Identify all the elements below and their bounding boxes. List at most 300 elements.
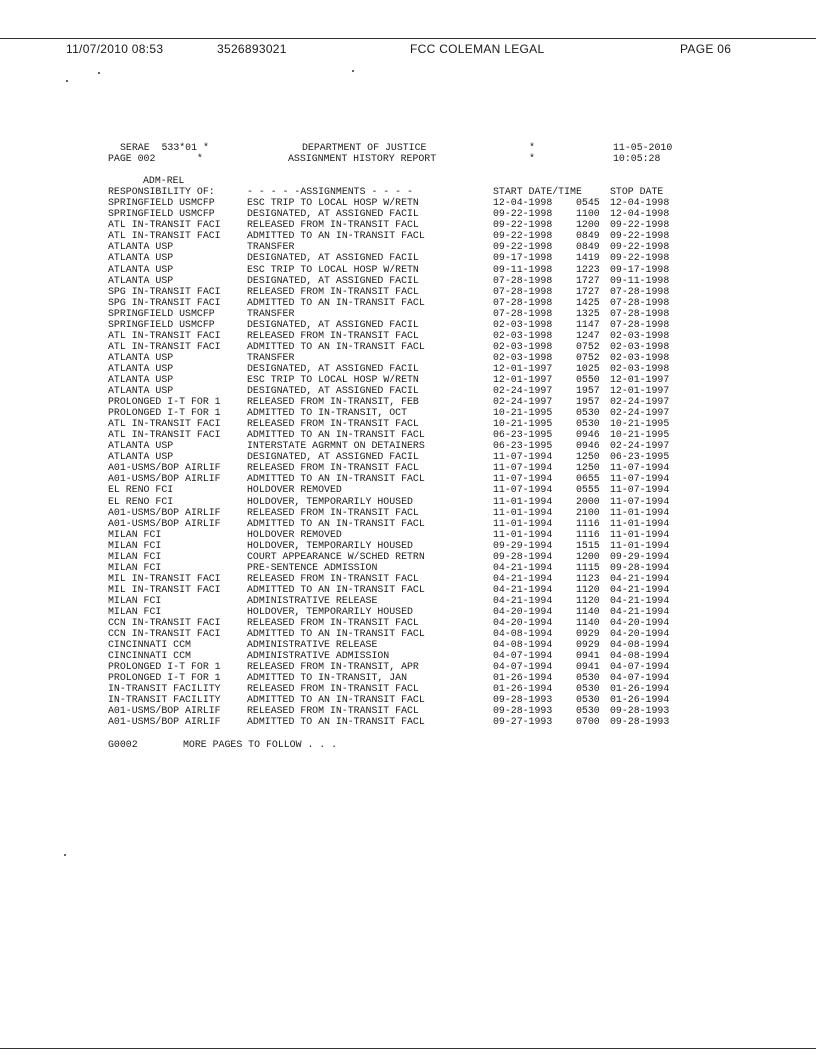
cell-start-time: 0550: [576, 373, 600, 385]
bottom-border-line: [0, 1048, 816, 1049]
cell-stop-date: 09-28-1993: [610, 705, 670, 717]
cell-responsibility: MIL IN-TRANSIT FACI: [108, 572, 221, 584]
table-row: [108, 330, 708, 341]
cell-start-date: 11-07-1994: [493, 451, 553, 463]
cell-responsibility: SPRINGFIELD USMCFP: [108, 318, 215, 330]
assignment-rows: [108, 197, 708, 727]
cell-responsibility: ATL IN-TRANSIT FACI: [108, 429, 221, 441]
cell-assignment: ADMINISTRATIVE ADMISSION: [247, 650, 390, 662]
cell-stop-date: 11-01-1994: [610, 517, 670, 529]
cell-assignment: ESC TRIP TO LOCAL HOSP W/RETN: [247, 373, 419, 385]
cell-stop-date: 04-21-1994: [610, 605, 670, 617]
cell-start-time: 0941: [576, 661, 600, 673]
cell-start-time: 1140: [576, 617, 600, 629]
cell-start-date: 09-27-1993: [493, 716, 553, 728]
cell-responsibility: SPRINGFIELD USMCFP: [108, 208, 215, 220]
table-row: [108, 661, 708, 672]
cell-stop-date: 09-22-1998: [610, 241, 670, 253]
cell-start-date: 07-28-1998: [493, 285, 553, 297]
cell-stop-date: 10-21-1995: [610, 429, 670, 441]
cell-start-time: 1025: [576, 362, 600, 374]
cell-start-time: 1325: [576, 307, 600, 319]
cell-stop-date: 02-03-1998: [610, 362, 670, 374]
table-row: [108, 264, 708, 275]
cell-stop-date: 07-28-1998: [610, 318, 670, 330]
cell-responsibility: SPRINGFIELD USMCFP: [108, 197, 215, 209]
table-row: [108, 208, 708, 219]
col-header-stop: STOP DATE: [610, 186, 664, 198]
table-row: [108, 705, 708, 716]
cell-start-time: 1419: [576, 252, 600, 264]
cell-stop-date: 11-07-1994: [610, 484, 670, 496]
table-row: [108, 341, 708, 352]
cell-start-time: 1247: [576, 329, 600, 341]
cell-start-date: 09-22-1998: [493, 208, 553, 220]
table-row: [108, 518, 708, 529]
cell-start-time: 0530: [576, 418, 600, 430]
cell-start-date: 11-01-1994: [493, 517, 553, 529]
cell-assignment: DESIGNATED, AT ASSIGNED FACIL: [247, 318, 419, 330]
cell-stop-date: 01-26-1994: [610, 694, 670, 706]
cell-stop-date: 12-04-1998: [610, 197, 670, 209]
cell-stop-date: 12-01-1997: [610, 385, 670, 397]
cell-assignment: DESIGNATED, AT ASSIGNED FACIL: [247, 362, 419, 374]
cell-responsibility: SPG IN-TRANSIT FACI: [108, 296, 221, 308]
report-footer: [108, 739, 708, 750]
cell-stop-date: 11-01-1994: [610, 506, 670, 518]
cell-stop-date: 09-17-1998: [610, 263, 670, 275]
cell-start-date: 07-28-1998: [493, 296, 553, 308]
cell-stop-date: 11-07-1994: [610, 462, 670, 474]
table-row: [108, 407, 708, 418]
cell-start-time: 1515: [576, 539, 600, 551]
cell-start-time: 0530: [576, 705, 600, 717]
cell-responsibility: MILAN FCI: [108, 561, 162, 573]
cell-responsibility: CINCINNATI CCM: [108, 650, 191, 662]
cell-start-date: 09-28-1994: [493, 550, 553, 562]
cell-responsibility: ATLANTA USP: [108, 373, 174, 385]
cell-assignment: DESIGNATED, AT ASSIGNED FACIL: [247, 252, 419, 264]
cell-responsibility: ATLANTA USP: [108, 274, 174, 286]
cell-assignment: ADMITTED TO IN-TRANSIT, OCT: [247, 407, 408, 419]
cell-start-time: 1120: [576, 583, 600, 595]
col-header-start: START DATE/TIME: [493, 186, 582, 198]
cell-responsibility: CINCINNATI CCM: [108, 639, 191, 651]
cell-assignment: ADMINISTRATIVE RELEASE: [247, 594, 378, 606]
table-row: [108, 440, 708, 451]
assignment-history-report: [108, 142, 708, 750]
cell-responsibility: ATLANTA USP: [108, 252, 174, 264]
cell-responsibility: ATLANTA USP: [108, 263, 174, 275]
cell-assignment: ADMITTED TO AN IN-TRANSIT FACL: [247, 340, 425, 352]
cell-assignment: DESIGNATED, AT ASSIGNED FACIL: [247, 274, 419, 286]
cell-assignment: RELEASED FROM IN-TRANSIT FACL: [247, 462, 419, 474]
cell-responsibility: ATLANTA USP: [108, 440, 174, 452]
cell-stop-date: 09-28-1994: [610, 561, 670, 573]
cell-start-date: 12-04-1998: [493, 197, 553, 209]
table-row: [108, 595, 708, 606]
cell-start-date: 06-23-1995: [493, 429, 553, 441]
cell-start-date: 11-07-1994: [493, 484, 553, 496]
cell-assignment: ESC TRIP TO LOCAL HOSP W/RETN: [247, 263, 419, 275]
cell-start-date: 09-28-1993: [493, 705, 553, 717]
cell-start-date: 09-22-1998: [493, 230, 553, 242]
cell-start-time: 0946: [576, 440, 600, 452]
table-row: [108, 650, 708, 661]
cell-start-date: 09-22-1998: [493, 219, 553, 231]
cell-start-date: 02-03-1998: [493, 351, 553, 363]
column-headers: [108, 186, 708, 197]
cell-assignment: TRANSFER: [247, 351, 295, 363]
cell-stop-date: 09-11-1998: [610, 274, 670, 286]
cell-start-time: 1120: [576, 594, 600, 606]
cell-start-time: 1223: [576, 263, 600, 275]
cell-start-time: 2100: [576, 506, 600, 518]
cell-stop-date: 12-04-1998: [610, 208, 670, 220]
table-row: [108, 462, 708, 473]
table-row: [108, 252, 708, 263]
cell-assignment: DESIGNATED, AT ASSIGNED FACIL: [247, 208, 419, 220]
cell-responsibility: ATL IN-TRANSIT FACI: [108, 329, 221, 341]
cell-responsibility: A01-USMS/BOP AIRLIF: [108, 517, 221, 529]
table-row: [108, 551, 708, 562]
cell-assignment: HOLDOVER, TEMPORARILY HOUSED: [247, 495, 413, 507]
cell-assignment: ADMITTED TO AN IN-TRANSIT FACL: [247, 583, 425, 595]
cell-start-date: 07-28-1998: [493, 274, 553, 286]
report-header-line-2: [108, 153, 708, 164]
cell-start-date: 04-21-1994: [493, 572, 553, 584]
cell-stop-date: 09-22-1998: [610, 252, 670, 264]
table-row: [108, 540, 708, 551]
cell-assignment: HOLDOVER REMOVED: [247, 528, 342, 540]
cell-assignment: RELEASED FROM IN-TRANSIT, FEB: [247, 396, 419, 408]
cell-start-date: 07-28-1998: [493, 307, 553, 319]
speck-mark: [64, 854, 66, 856]
table-row: [108, 617, 708, 628]
cell-start-date: 11-01-1994: [493, 506, 553, 518]
cell-start-time: 1200: [576, 219, 600, 231]
report-page: PAGE 002 *: [108, 153, 203, 165]
cell-assignment: RELEASED FROM IN-TRANSIT FACL: [247, 572, 419, 584]
table-row: [108, 573, 708, 584]
cell-responsibility: MILAN FCI: [108, 528, 162, 540]
cell-assignment: ADMITTED TO AN IN-TRANSIT FACL: [247, 716, 425, 728]
cell-start-date: 04-08-1994: [493, 628, 553, 640]
cell-assignment: ADMITTED TO AN IN-TRANSIT FACL: [247, 473, 425, 485]
cell-start-time: 0530: [576, 407, 600, 419]
cell-stop-date: 02-03-1998: [610, 329, 670, 341]
cell-responsibility: EL RENO FCI: [108, 484, 174, 496]
table-row: [108, 507, 708, 518]
cell-start-date: 09-29-1994: [493, 539, 553, 551]
cell-assignment: PRE-SENTENCE ADMISSION: [247, 561, 378, 573]
fax-page-number: PAGE 06: [680, 42, 732, 56]
cell-start-time: 0929: [576, 628, 600, 640]
fax-sender: FCC COLEMAN LEGAL: [410, 42, 545, 56]
cell-assignment: ADMITTED TO AN IN-TRANSIT FACL: [247, 628, 425, 640]
cell-responsibility: IN-TRANSIT FACILITY: [108, 694, 221, 706]
cell-start-time: 0929: [576, 639, 600, 651]
table-row: [108, 352, 708, 363]
cell-assignment: HOLDOVER, TEMPORARILY HOUSED: [247, 539, 413, 551]
cell-start-time: 1147: [576, 318, 600, 330]
cell-start-date: 11-01-1994: [493, 528, 553, 540]
cell-assignment: DESIGNATED, AT ASSIGNED FACIL: [247, 451, 419, 463]
speck-mark: [98, 72, 100, 74]
cell-stop-date: 04-21-1994: [610, 594, 670, 606]
cell-responsibility: ATLANTA USP: [108, 385, 174, 397]
table-row: [108, 219, 708, 230]
cell-responsibility: ATLANTA USP: [108, 351, 174, 363]
cell-start-date: 12-01-1997: [493, 373, 553, 385]
cell-stop-date: 04-20-1994: [610, 628, 670, 640]
cell-assignment: HOLDOVER REMOVED: [247, 484, 342, 496]
table-row: [108, 496, 708, 507]
footer-code: G0002: [108, 738, 138, 750]
cell-responsibility: A01-USMS/BOP AIRLIF: [108, 705, 221, 717]
cell-responsibility: ATL IN-TRANSIT FACI: [108, 340, 221, 352]
cell-responsibility: PROLONGED I-T FOR 1: [108, 396, 221, 408]
cell-responsibility: ATLANTA USP: [108, 451, 174, 463]
cell-responsibility: MIL IN-TRANSIT FACI: [108, 583, 221, 595]
cell-start-time: 1957: [576, 396, 600, 408]
cell-start-time: 1123: [576, 572, 600, 584]
cell-stop-date: 11-07-1994: [610, 473, 670, 485]
speck-mark: [352, 70, 354, 72]
cell-stop-date: 11-07-1994: [610, 495, 670, 507]
cell-start-date: 09-28-1993: [493, 694, 553, 706]
cell-assignment: RELEASED FROM IN-TRANSIT FACL: [247, 418, 419, 430]
cell-responsibility: SPG IN-TRANSIT FACI: [108, 285, 221, 297]
table-row: [108, 308, 708, 319]
cell-stop-date: 07-28-1998: [610, 285, 670, 297]
table-row: [108, 429, 708, 440]
cell-start-time: 1100: [576, 208, 600, 220]
cell-start-time: 0530: [576, 683, 600, 695]
cell-start-date: 02-24-1997: [493, 396, 553, 408]
cell-start-time: 1425: [576, 296, 600, 308]
cell-start-time: 0849: [576, 241, 600, 253]
cell-start-date: 01-26-1994: [493, 672, 553, 684]
cell-start-date: 04-07-1994: [493, 661, 553, 673]
cell-assignment: ADMITTED TO AN IN-TRANSIT FACL: [247, 429, 425, 441]
table-row: [108, 385, 708, 396]
cell-responsibility: ATL IN-TRANSIT FACI: [108, 219, 221, 231]
cell-start-date: 04-21-1994: [493, 561, 553, 573]
cell-responsibility: A01-USMS/BOP AIRLIF: [108, 716, 221, 728]
table-row: [108, 275, 708, 286]
report-title: ASSIGNMENT HISTORY REPORT: [288, 153, 437, 165]
inmate-id: SERAE 533*01 *: [120, 142, 209, 153]
cell-assignment: HOLDOVER, TEMPORARILY HOUSED: [247, 605, 413, 617]
cell-start-time: 1116: [576, 528, 600, 540]
cell-stop-date: 11-01-1994: [610, 528, 670, 540]
category-label: ADM-REL: [143, 175, 185, 187]
footer-more-pages: MORE PAGES TO FOLLOW . . .: [183, 738, 338, 750]
cell-responsibility: ATLANTA USP: [108, 362, 174, 374]
cell-stop-date: 09-28-1993: [610, 716, 670, 728]
cell-assignment: COURT APPEARANCE W/SCHED RETRN: [247, 550, 425, 562]
cell-start-date: 02-03-1998: [493, 340, 553, 352]
cell-stop-date: 04-08-1994: [610, 639, 670, 651]
cell-responsibility: A01-USMS/BOP AIRLIF: [108, 462, 221, 474]
cell-start-time: 0946: [576, 429, 600, 441]
fax-datetime: 11/07/2010 08:53: [66, 42, 164, 56]
cell-stop-date: 02-24-1997: [610, 407, 670, 419]
cell-responsibility: ATLANTA USP: [108, 241, 174, 253]
cell-start-date: 09-17-1998: [493, 252, 553, 264]
cell-responsibility: ATL IN-TRANSIT FACI: [108, 230, 221, 242]
cell-start-date: 02-24-1997: [493, 385, 553, 397]
cell-assignment: RELEASED FROM IN-TRANSIT FACL: [247, 219, 419, 231]
cell-stop-date: 04-07-1994: [610, 661, 670, 673]
cell-start-time: 1200: [576, 550, 600, 562]
top-border-line: [0, 38, 816, 39]
cell-stop-date: 07-28-1998: [610, 296, 670, 308]
table-row: [108, 473, 708, 484]
table-row: [108, 230, 708, 241]
cell-stop-date: 11-01-1994: [610, 539, 670, 551]
table-row: [108, 286, 708, 297]
cell-start-time: 1250: [576, 451, 600, 463]
cell-stop-date: 01-26-1994: [610, 683, 670, 695]
table-row: [108, 319, 708, 330]
cell-responsibility: A01-USMS/BOP AIRLIF: [108, 506, 221, 518]
cell-stop-date: 04-08-1994: [610, 650, 670, 662]
cell-start-time: 0530: [576, 672, 600, 684]
cell-start-time: 1115: [576, 561, 600, 573]
cell-start-date: 09-11-1998: [493, 263, 553, 275]
cell-start-time: 1250: [576, 462, 600, 474]
table-row: [108, 639, 708, 650]
cell-stop-date: 04-20-1994: [610, 617, 670, 629]
table-row: [108, 683, 708, 694]
table-row: [108, 241, 708, 252]
cell-start-date: 12-01-1997: [493, 362, 553, 374]
cell-assignment: RELEASED FROM IN-TRANSIT FACL: [247, 705, 419, 717]
cell-responsibility: PROLONGED I-T FOR 1: [108, 672, 221, 684]
cell-start-date: 11-07-1994: [493, 462, 553, 474]
speck-mark: [66, 80, 68, 82]
table-row: [108, 197, 708, 208]
cell-assignment: ADMINISTRATIVE RELEASE: [247, 639, 378, 651]
cell-start-date: 01-26-1994: [493, 683, 553, 695]
cell-assignment: ADMITTED TO AN IN-TRANSIT FACL: [247, 694, 425, 706]
cell-start-date: 04-21-1994: [493, 594, 553, 606]
cell-start-date: 04-08-1994: [493, 639, 553, 651]
cell-assignment: RELEASED FROM IN-TRANSIT FACL: [247, 617, 419, 629]
cell-start-time: 2000: [576, 495, 600, 507]
cell-assignment: RELEASED FROM IN-TRANSIT FACL: [247, 506, 419, 518]
cell-start-date: 02-03-1998: [493, 318, 553, 330]
table-row: [108, 584, 708, 595]
cell-assignment: ADMITTED TO AN IN-TRANSIT FACL: [247, 517, 425, 529]
cell-responsibility: SPRINGFIELD USMCFP: [108, 307, 215, 319]
report-date: 11-05-2010: [613, 142, 673, 153]
cell-stop-date: 09-29-1994: [610, 550, 670, 562]
table-row: [108, 484, 708, 495]
cell-assignment: INTERSTATE AGRMNT ON DETAINERS: [247, 440, 425, 452]
cell-stop-date: 12-01-1997: [610, 373, 670, 385]
cell-stop-date: 09-22-1998: [610, 219, 670, 231]
report-header-line-1: [108, 142, 708, 153]
cell-start-date: 11-01-1994: [493, 495, 553, 507]
cell-assignment: RELEASED FROM IN-TRANSIT, APR: [247, 661, 419, 673]
cell-stop-date: 02-24-1997: [610, 440, 670, 452]
table-row: [108, 451, 708, 462]
table-row: [108, 672, 708, 683]
col-header-responsibility: RESPONSIBILITY OF:: [108, 186, 215, 198]
table-row: [108, 297, 708, 308]
cell-start-time: 1727: [576, 274, 600, 286]
cell-start-date: 10-21-1995: [493, 418, 553, 430]
cell-responsibility: EL RENO FCI: [108, 495, 174, 507]
cell-responsibility: A01-USMS/BOP AIRLIF: [108, 473, 221, 485]
cell-start-time: 0752: [576, 351, 600, 363]
table-row: [108, 396, 708, 407]
cell-responsibility: PROLONGED I-T FOR 1: [108, 661, 221, 673]
table-row: [108, 562, 708, 573]
cell-stop-date: 04-21-1994: [610, 572, 670, 584]
cell-stop-date: 04-07-1994: [610, 672, 670, 684]
header-star: *: [529, 153, 535, 165]
table-row: [108, 363, 708, 374]
cell-responsibility: ATL IN-TRANSIT FACI: [108, 418, 221, 430]
cell-responsibility: MILAN FCI: [108, 550, 162, 562]
cell-responsibility: CCN IN-TRANSIT FACI: [108, 628, 221, 640]
cell-start-time: 1140: [576, 605, 600, 617]
cell-assignment: TRANSFER: [247, 241, 295, 253]
fax-phone-number: 3526893021: [217, 42, 287, 56]
cell-responsibility: IN-TRANSIT FACILITY: [108, 683, 221, 695]
table-row: [108, 418, 708, 429]
cell-start-date: 04-20-1994: [493, 605, 553, 617]
cell-start-date: 11-07-1994: [493, 473, 553, 485]
col-header-assignments: - - - - -ASSIGNMENTS - - - -: [247, 186, 413, 198]
cell-start-time: 0655: [576, 473, 600, 485]
cell-start-date: 04-21-1994: [493, 583, 553, 595]
table-row: [108, 628, 708, 639]
cell-stop-date: 02-03-1998: [610, 351, 670, 363]
table-row: [108, 529, 708, 540]
header-star: *: [529, 142, 535, 153]
cell-start-date: 04-20-1994: [493, 617, 553, 629]
cell-assignment: ADMITTED TO AN IN-TRANSIT FACL: [247, 230, 425, 242]
cell-start-time: 1727: [576, 285, 600, 297]
cell-responsibility: MILAN FCI: [108, 594, 162, 606]
cell-assignment: DESIGNATED, AT ASSIGNED FACIL: [247, 385, 419, 397]
table-row: [108, 716, 708, 727]
report-time: 10:05:28: [613, 153, 661, 165]
cell-assignment: TRANSFER: [247, 307, 295, 319]
cell-assignment: ESC TRIP TO LOCAL HOSP W/RETN: [247, 197, 419, 209]
cell-stop-date: 07-28-1998: [610, 307, 670, 319]
cell-start-time: 0530: [576, 694, 600, 706]
cell-stop-date: 02-03-1998: [610, 340, 670, 352]
cell-stop-date: 10-21-1995: [610, 418, 670, 430]
cell-assignment: RELEASED FROM IN-TRANSIT FACL: [247, 285, 419, 297]
cell-assignment: RELEASED FROM IN-TRANSIT FACL: [247, 329, 419, 341]
cell-stop-date: 09-22-1998: [610, 230, 670, 242]
cell-responsibility: MILAN FCI: [108, 605, 162, 617]
cell-start-time: 0941: [576, 650, 600, 662]
cell-responsibility: PROLONGED I-T FOR 1: [108, 407, 221, 419]
cell-start-time: 0752: [576, 340, 600, 352]
cell-assignment: ADMITTED TO IN-TRANSIT, JAN: [247, 672, 408, 684]
cell-stop-date: 02-24-1997: [610, 396, 670, 408]
cell-assignment: RELEASED FROM IN-TRANSIT FACL: [247, 683, 419, 695]
table-row: [108, 694, 708, 705]
